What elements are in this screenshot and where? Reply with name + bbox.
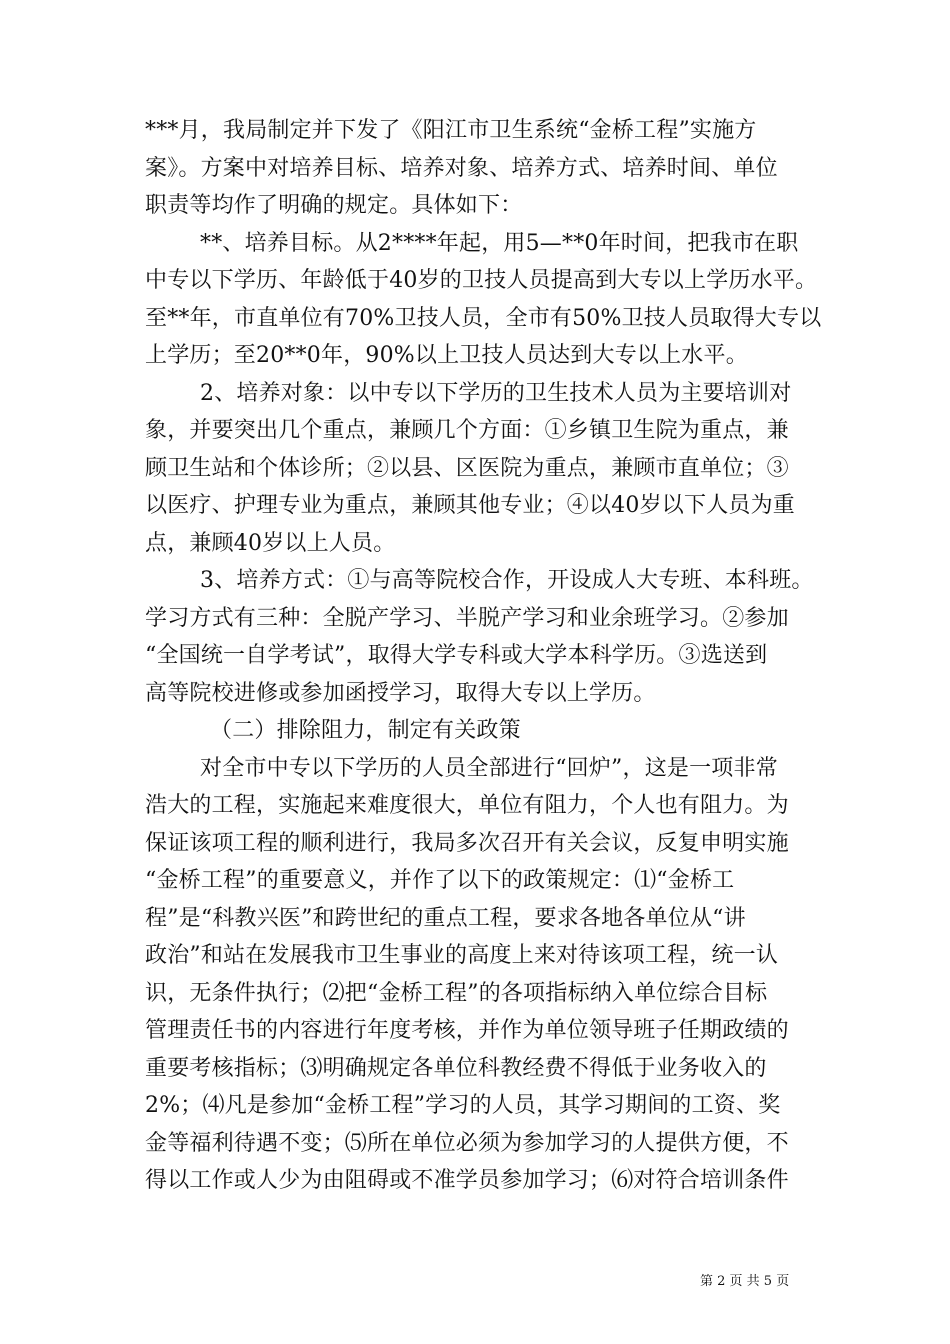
text-line-6: 至**年，市直单位有70%卫技人员，全市有50%卫技人员取得大专以 <box>145 306 822 331</box>
text-line-10: 顾卫生站和个体诊所；②以县、区医院为重点，兼顾市直单位；③ <box>145 456 789 481</box>
page-number-footer: 第 2 页 共 5 页 <box>700 1274 790 1289</box>
text-line-19: 浩大的工程，实施起来难度很大，单位有阻力，个人也有阻力。为 <box>145 793 789 818</box>
text-line-14: 学习方式有三种：全脱产学习、半脱产学习和业余班学习。②参加 <box>145 606 789 631</box>
text-line-9: 象，并要突出几个重点，兼顾几个方面：①乡镇卫生院为重点，兼 <box>145 418 789 443</box>
text-line-24: 识，无条件执行；⑵把“金桥工程”的各项指标纳入单位综合目标 <box>145 981 768 1006</box>
text-line-1: ***月，我局制定并下发了《阳江市卫生系统“金桥工程”实施方 <box>145 118 757 143</box>
text-line-11: 以医疗、护理专业为重点，兼顾其他专业；④以40岁以下人员为重 <box>145 493 795 518</box>
text-line-13: 3、培养方式：①与高等院校合作，开设成人大专班、本科班。 <box>200 568 814 593</box>
text-line-8: 2、培养对象：以中专以下学历的卫生技术人员为主要培训对 <box>200 381 792 406</box>
text-line-2: 案》。方案中对培养目标、培养对象、培养方式、培养时间、单位 <box>145 156 778 181</box>
text-line-3: 职责等均作了明确的规定。具体如下： <box>145 193 523 218</box>
text-line-29: 得以工作或人少为由阻碍或不准学员参加学习；⑹对符合培训条件 <box>145 1168 789 1193</box>
text-line-5: 中专以下学历、年龄低于40岁的卫技人员提高到大专以上学历水平。 <box>145 268 818 293</box>
text-line-12: 点，兼顾40岁以上人员。 <box>145 531 396 556</box>
text-line-15: “全国统一自学考试”，取得大学专科或大学本科学历。③选送到 <box>145 643 768 668</box>
text-line-27: 2%；⑷凡是参加“金桥工程”学习的人员，其学习期间的工资、奖 <box>145 1093 781 1118</box>
text-line-26: 重要考核指标；⑶明确规定各单位科教经费不得低于业务收入的 <box>145 1056 767 1081</box>
text-line-16: 高等院校进修或参加函授学习，取得大专以上学历。 <box>145 681 656 706</box>
text-line-20: 保证该项工程的顺利进行，我局多次召开有关会议，反复申明实施 <box>145 831 789 856</box>
text-line-23: 政治”和站在发展我市卫生事业的高度上来对待该项工程，统一认 <box>145 943 779 968</box>
text-line-4: **、培养目标。从2****年起，用5—**0年时间，把我市在职 <box>200 231 799 256</box>
text-line-7: 上学历；至20**0年，90%以上卫技人员达到大专以上水平。 <box>145 343 748 368</box>
section-heading: （二）排除阻力，制定有关政策 <box>210 718 521 743</box>
text-line-22: 程”是“科教兴医”和跨世纪的重点工程，要求各地各单位从“讲 <box>145 906 746 931</box>
text-line-21: “金桥工程”的重要意义，并作了以下的政策规定：⑴“金桥工 <box>145 868 735 893</box>
text-line-28: 金等福利待遇不变；⑸所在单位必须为参加学习的人提供方便，不 <box>145 1131 789 1156</box>
text-line-18: 对全市中专以下学历的人员全部进行“回炉”，这是一项非常 <box>200 756 778 781</box>
text-line-25: 管理责任书的内容进行年度考核，并作为单位领导班子任期政绩的 <box>145 1018 789 1043</box>
